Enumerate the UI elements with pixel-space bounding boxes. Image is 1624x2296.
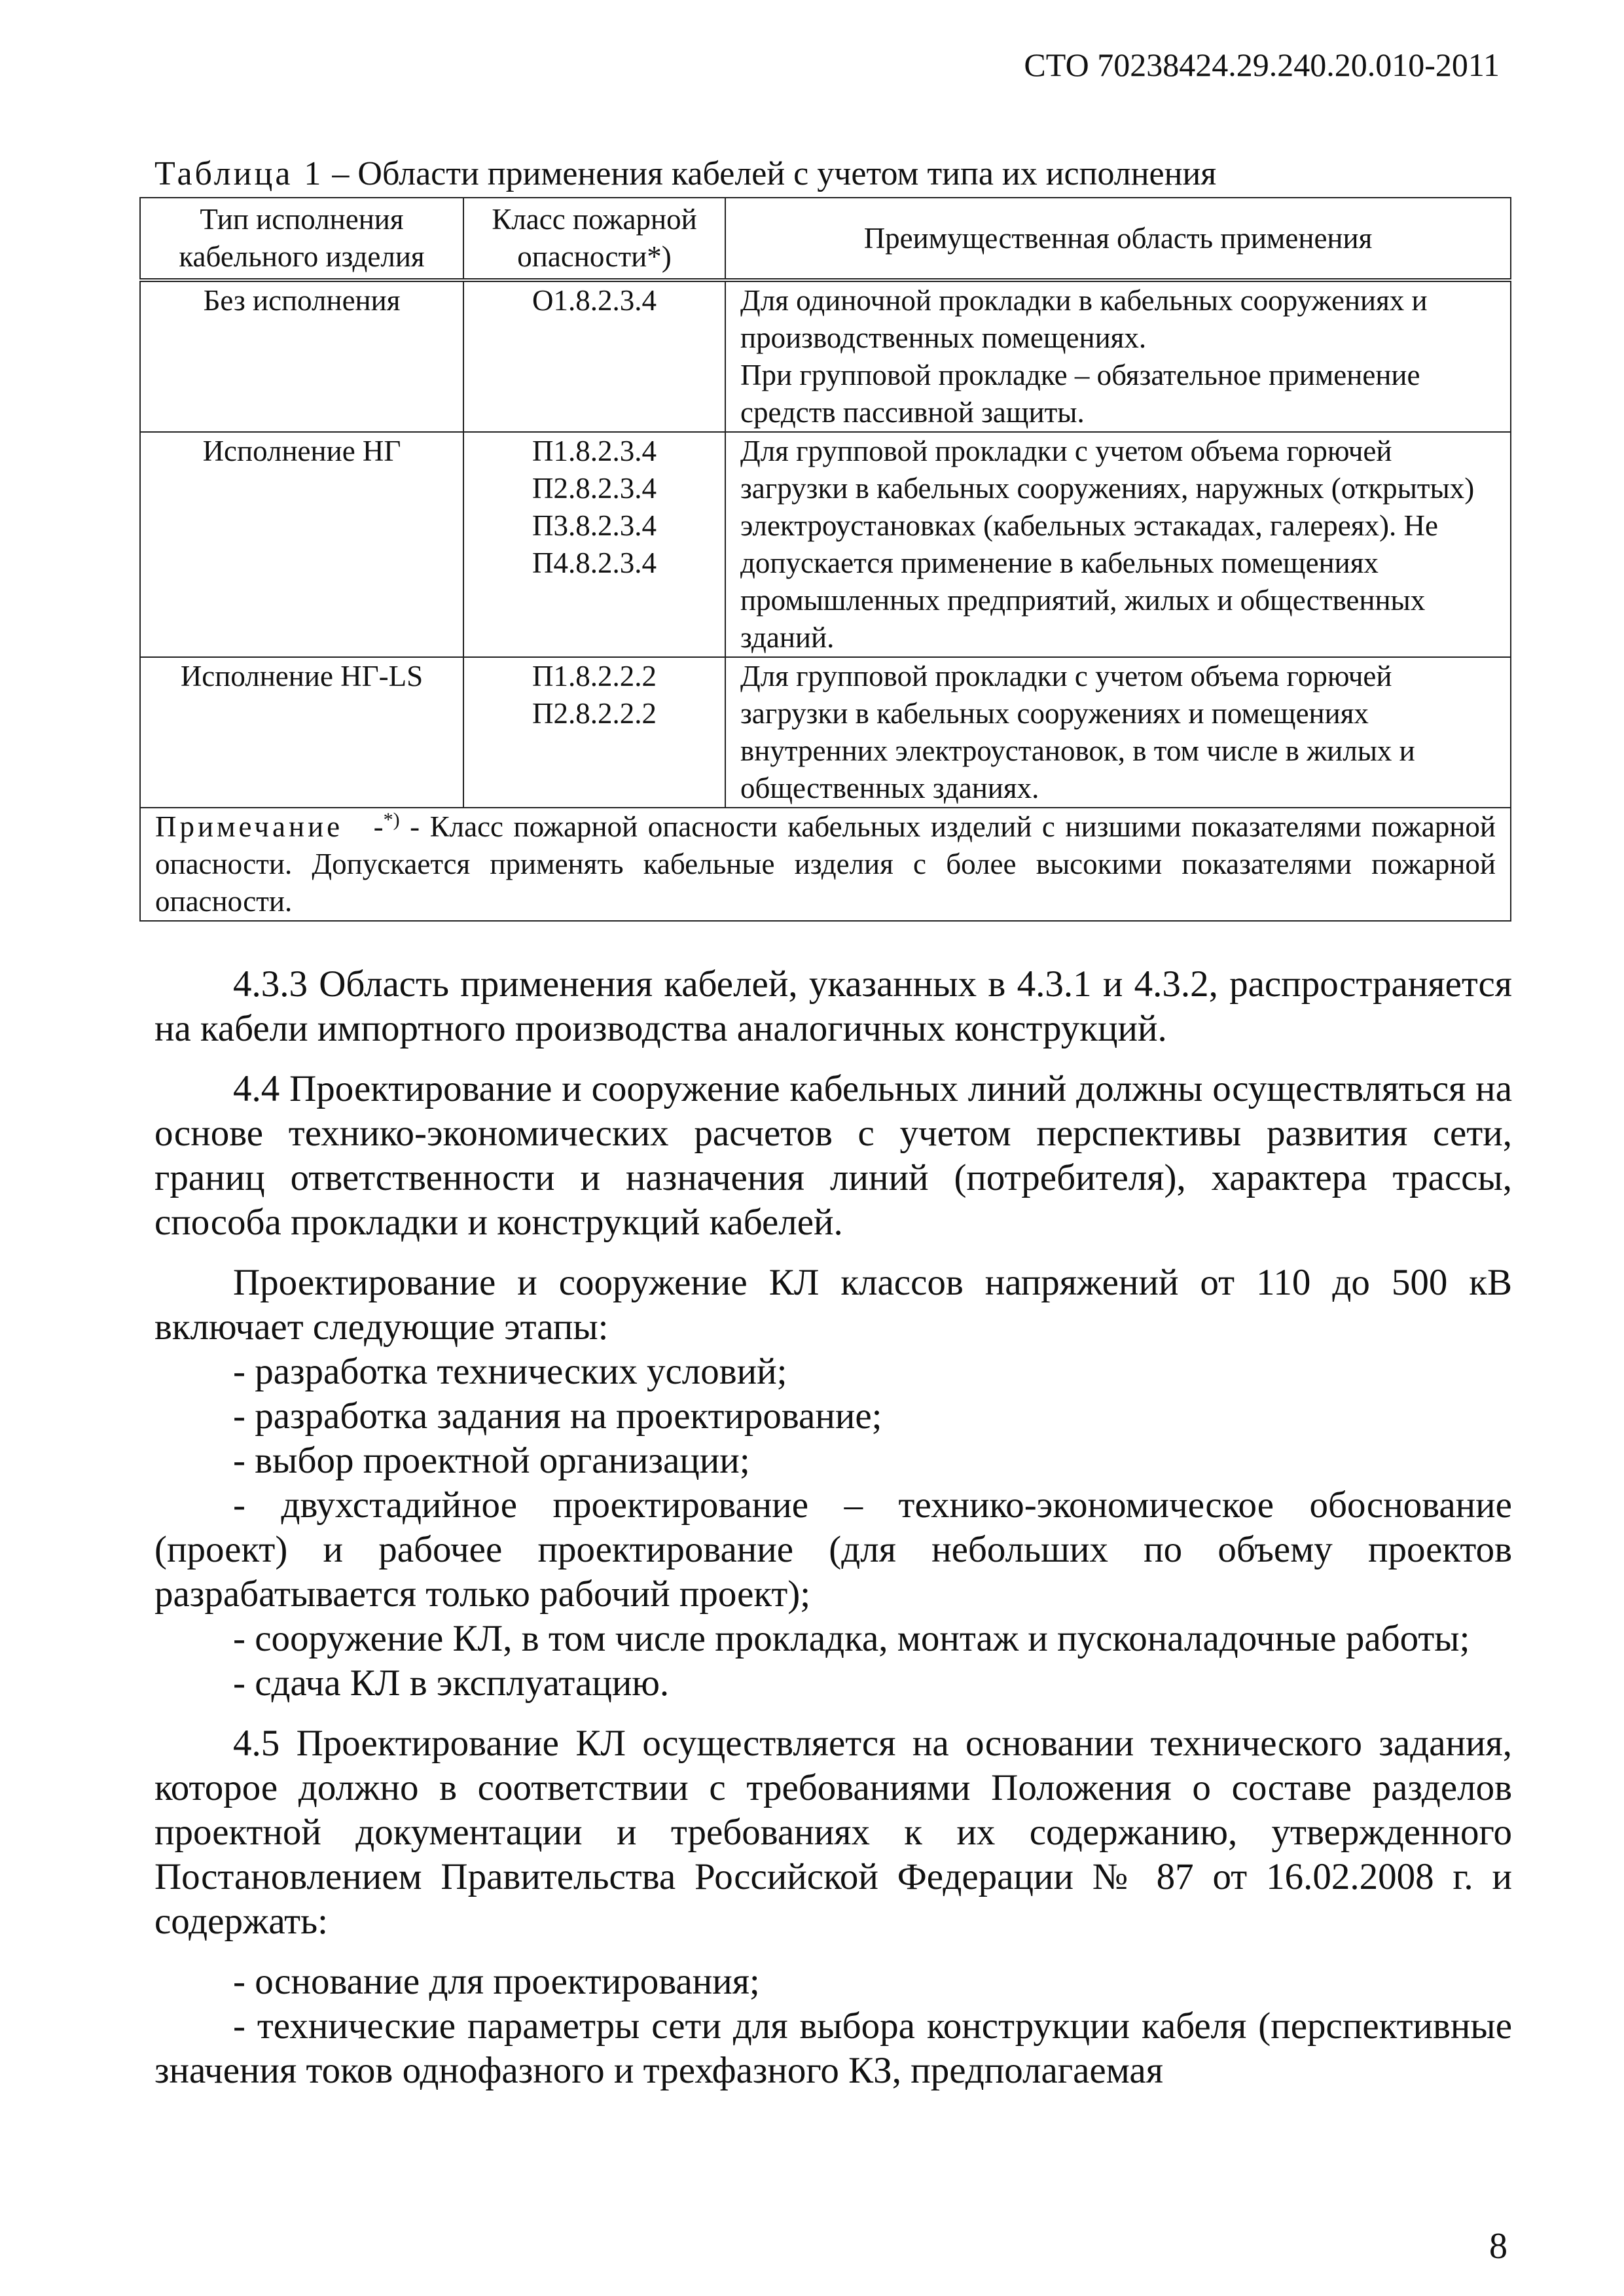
table-row — [140, 280, 1511, 432]
table-note: Примечание -*) - Класс пожарной опасности кабельных изделий с низшими показателями пожарной опасности. Допускается применять кабельные изделия с более высокими показателями пожарной опасности. — [140, 808, 1511, 921]
paragraph-4-5: 4.5 Проектирование КЛ осуществляется на основании технического задания, которое должно в соответствии с требованиями Положения о составе разделов проектной документации и требованиях к их содержанию, утвержденного Постановлением Правительства Российской Федерации № 87 от 16.02.2008 г. и содержать: — [154, 1723, 1512, 1942]
contents-list — [154, 1960, 1512, 2093]
cell-application-area: Для групповой прокладки с учетом объема горючей загрузки в кабельных сооружениях и помещениях внутренних электроустановок, в том числе в жилых и общественных зданиях. — [725, 657, 1511, 808]
table-note-row — [140, 808, 1511, 921]
list-item: - двухстадийное проектирование – технико-экономическое обоснование (проект) и рабочее проектирование (для небольших по объему проектов разрабатывается только рабочий проект); — [154, 1484, 1512, 1615]
cell-application-area: Для групповой прокладки с учетом объема горючей загрузки в кабельных сооружениях, наружных (открытых) электроустановках (кабельных эстакадах, галереях). Не допускается применение в кабельных помещениях промышленных предприятий, жилых и общественных зданий. — [725, 432, 1511, 657]
fire-class-code: П4.8.2.3.4 — [532, 547, 657, 579]
list-item: - разработка задания на проектирование; — [233, 1395, 882, 1437]
fire-class-code: П2.8.2.2.2 — [532, 697, 657, 730]
note-text: - Класс пожарной опасности кабельных изделий с низшими показателями пожарной опасности. Допускается применять кабельные изделия с более высокими показателями пожарной опасности. — [155, 810, 1496, 918]
fire-class-code: П2.8.2.3.4 — [532, 472, 657, 505]
note-marker: *) — [383, 809, 400, 831]
header-fire-class: Класс пожарной опасности*) — [463, 198, 725, 280]
table-header-row — [140, 198, 1511, 280]
table-caption-label: Таблица 1 — [154, 155, 324, 192]
list-item: - разработка технических условий; — [233, 1351, 787, 1392]
fire-class-code: О1.8.2.3.4 — [532, 284, 657, 317]
page-number: 8 — [1489, 2226, 1507, 2267]
cell-fire-class — [463, 280, 725, 432]
application-areas-table — [139, 197, 1511, 922]
table-caption-text: – Области применения кабелей с учетом типа их исполнения — [332, 155, 1217, 192]
document-code-header: СТО 70238424.29.240.20.010-2011 — [1024, 46, 1500, 83]
list-item: - основание для проектирования; — [233, 1961, 760, 2002]
table-row — [140, 432, 1511, 657]
list-item: - выбор проектной организации; — [233, 1440, 750, 1481]
fire-class-code: П1.8.2.3.4 — [532, 435, 657, 467]
paragraph-4-3-3: 4.3.3 Область применения кабелей, указанных в 4.3.1 и 4.3.2, распространяется на кабели импортного производства аналогичных конструкций. — [154, 963, 1512, 1049]
cell-cable-type: Без исполнения — [140, 280, 463, 432]
fire-class-code: П3.8.2.3.4 — [532, 509, 657, 542]
cell-fire-class — [463, 432, 725, 657]
note-label: Примечание — [155, 810, 344, 843]
cell-fire-class — [463, 657, 725, 808]
list-item: - технические параметры сети для выбора конструкции кабеля (перспективные значения токов однофазного и трехфазного КЗ, предполагаемая — [154, 2005, 1512, 2091]
header-application-area: Преимущественная область применения — [725, 198, 1511, 280]
paragraph-stages-intro: Проектирование и сооружение КЛ классов напряжений от 110 до 500 кВ включает следующие этапы: — [154, 1262, 1512, 1348]
stages-list — [154, 1350, 1512, 1706]
cell-cable-type: Исполнение НГ — [140, 432, 463, 657]
cell-cable-type: Исполнение НГ-LS — [140, 657, 463, 808]
paragraph-4-4: 4.4 Проектирование и сооружение кабельных линий должны осуществляться на основе технико-экономических расчетов с учетом перспективы развития сети, границ ответственности и назначения линий (потребителя), характера трассы, способа прокладки и конструкций кабелей. — [154, 1068, 1512, 1243]
table-row — [140, 657, 1511, 808]
fire-class-code: П1.8.2.2.2 — [532, 660, 657, 692]
list-item: - сооружение КЛ, в том числе прокладка, монтаж и пусконаладочные работы; — [233, 1618, 1470, 1659]
header-cable-type: Тип исполнения кабельного изделия — [140, 198, 463, 280]
body-text — [154, 962, 1512, 2109]
table-caption — [154, 154, 1216, 193]
cell-application-area: Для одиночной прокладки в кабельных сооружениях и производственных помещениях. При групповой прокладке – обязательное применение средств пассивной защиты. — [725, 280, 1511, 432]
list-item: - сдача КЛ в эксплуатацию. — [233, 1662, 670, 1704]
